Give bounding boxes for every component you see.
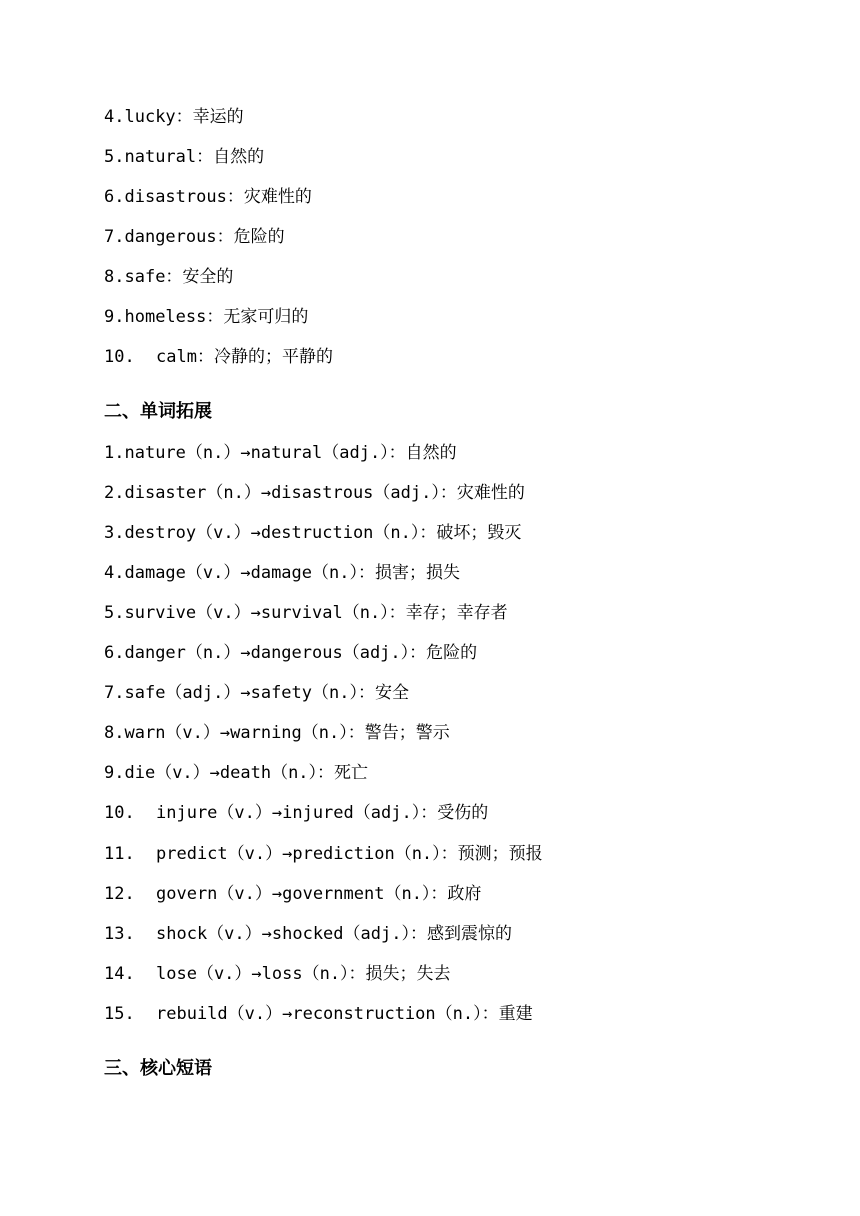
list-item (104, 266, 233, 288)
item-text: natural：自然的 (124, 147, 265, 167)
item-number: 1. (104, 443, 125, 463)
item-text: lucky：幸运的 (124, 107, 244, 127)
item-text: dangerous：危险的 (124, 227, 285, 247)
item-number: 5. (104, 603, 125, 623)
section-heading-core-phrases: 三、核心短语 (104, 1058, 212, 1079)
item-number: 5. (104, 147, 125, 167)
item-number: 9. (104, 307, 125, 327)
item-number: 7. (104, 227, 125, 247)
list-item (104, 186, 312, 208)
item-number: 4. (104, 563, 125, 583)
item-text: predict（v.）→prediction（n.）：预测；预报 (156, 844, 543, 864)
list-item (104, 1003, 533, 1025)
item-number: 13. (104, 924, 135, 944)
item-text: destroy（v.）→destruction（n.）：破坏；毁灭 (124, 523, 522, 543)
list-item (104, 522, 521, 544)
list-item (104, 106, 244, 128)
item-text: disaster（n.）→disastrous（adj.）：灾难性的 (124, 483, 525, 503)
item-number: 6. (104, 643, 125, 663)
item-number: 3. (104, 523, 125, 543)
item-text: shock（v.）→shocked（adj.）：感到震惊的 (156, 924, 512, 944)
item-number: 10. (104, 347, 135, 367)
item-number: 6. (104, 187, 125, 207)
list-item (104, 722, 450, 744)
list-item (104, 442, 457, 464)
list-item (104, 642, 477, 664)
list-item (104, 802, 488, 824)
item-text: warn（v.）→warning（n.）：警告；警示 (124, 723, 450, 743)
list-item (104, 306, 308, 328)
item-number: 7. (104, 683, 125, 703)
item-number: 15. (104, 1004, 135, 1024)
list-item (104, 346, 333, 368)
section-heading-word-expansion: 二、单词拓展 (104, 401, 212, 422)
item-text: disastrous：灾难性的 (124, 187, 312, 207)
list-item (104, 883, 481, 905)
item-text: injure（v.）→injured（adj.）：受伤的 (156, 803, 489, 823)
item-number: 8. (104, 723, 125, 743)
list-item (104, 562, 460, 584)
item-text: govern（v.）→government（n.）：政府 (156, 884, 482, 904)
item-text: homeless：无家可归的 (124, 307, 309, 327)
list-item (104, 923, 512, 945)
item-text: safe：安全的 (124, 267, 234, 287)
list-item (104, 843, 543, 865)
item-number: 8. (104, 267, 125, 287)
item-text: damage（v.）→damage（n.）：损害；损失 (124, 563, 460, 583)
item-number: 12. (104, 884, 135, 904)
item-text: nature（n.）→natural（adj.）：自然的 (124, 443, 457, 463)
item-number: 9. (104, 763, 125, 783)
list-item (104, 146, 264, 168)
list-item (104, 226, 285, 248)
item-text: rebuild（v.）→reconstruction（n.）：重建 (156, 1004, 533, 1024)
item-text: die（v.）→death（n.）：死亡 (124, 763, 369, 783)
item-number: 11. (104, 844, 135, 864)
list-item (104, 602, 508, 624)
item-text: danger（n.）→dangerous（adj.）：危险的 (124, 643, 478, 663)
item-number: 14. (104, 964, 135, 984)
list-item (104, 963, 451, 985)
list-item (104, 762, 368, 784)
item-number: 2. (104, 483, 125, 503)
item-text: survive（v.）→survival（n.）：幸存；幸存者 (124, 603, 508, 623)
item-text: safe（adj.）→safety（n.）：安全 (124, 683, 409, 703)
item-number: 4. (104, 107, 125, 127)
list-item (104, 682, 409, 704)
item-text: lose（v.）→loss（n.）：损失；失去 (156, 964, 451, 984)
item-text: calm：冷静的；平静的 (156, 347, 333, 367)
item-number: 10. (104, 803, 135, 823)
list-item (104, 482, 525, 504)
